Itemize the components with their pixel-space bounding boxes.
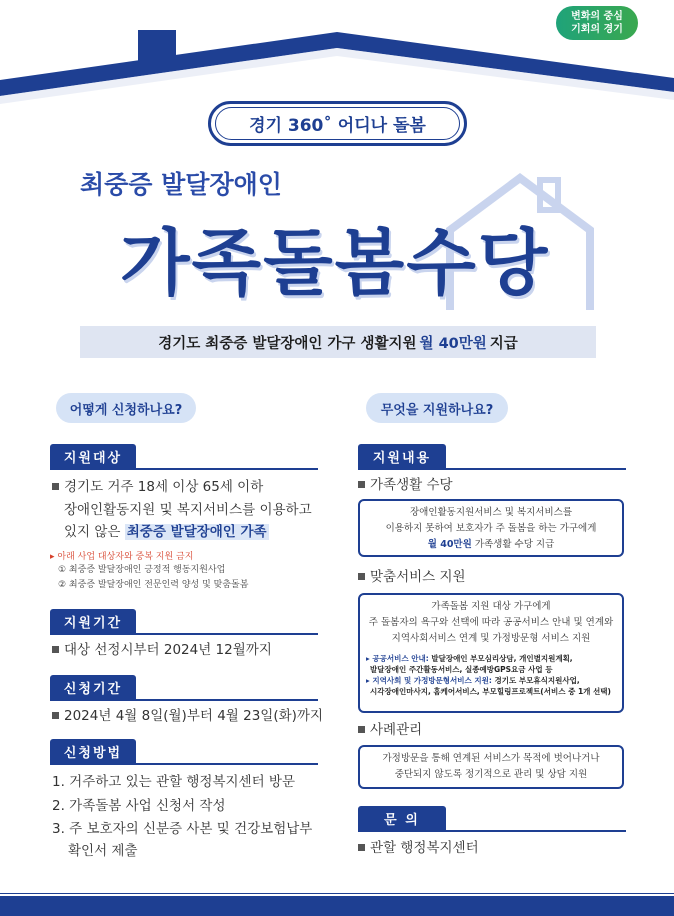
target-line2: 장애인활동지원 및 복지서비스를 이용하고 bbox=[64, 502, 312, 518]
target-line1: 경기도 거주 18세 이상 65세 이하 bbox=[52, 476, 263, 499]
program-pill-label: 경기 360˚ 어디나 돌봄 bbox=[215, 107, 460, 140]
family-title: 가족생활 수당 bbox=[358, 474, 453, 497]
band-text: 경기도 최중증 발달장애인 가구 생활지원 bbox=[158, 335, 417, 352]
bullet-square bbox=[358, 726, 365, 733]
bullet-square bbox=[358, 844, 365, 851]
subtitle: 최중증 발달장애인 bbox=[80, 170, 282, 199]
bullet-square bbox=[52, 712, 59, 719]
family-line1: 장애인활동지원서비스 및 복지서비스를 bbox=[409, 507, 573, 518]
custom-detail-2: ▸ 지역사회 및 가정방문형서비스 지원: 경기도 부모휴식지원사업, bbox=[366, 676, 580, 685]
case-management-box bbox=[358, 745, 624, 789]
method-item: 2. 가족돌봄 사업 신청서 작성 bbox=[52, 798, 226, 814]
section-tag-target: 지원대상 bbox=[50, 444, 136, 468]
method-item: 확인서 제출 bbox=[68, 843, 138, 859]
footer-line bbox=[0, 893, 674, 894]
bullet-square bbox=[358, 573, 365, 580]
period-text: 대상 선정시부터 2024년 12월까지 bbox=[52, 639, 272, 662]
case-line1: 가정방문을 통해 연계된 서비스가 목적에 벗어나거나 bbox=[382, 753, 600, 764]
case-line2: 중단되지 않도록 정기적으로 관리 및 상담 지원 bbox=[394, 769, 588, 780]
target-line3: 있지 않은 최중증 발달장애인 가족 bbox=[64, 524, 267, 540]
custom-detail-1b: 발달장애인 주간활동서비스, 실종예방GPS요금 사업 등 bbox=[370, 665, 553, 674]
how-to-apply-pill: 어떻게 신청하나요? bbox=[56, 393, 196, 423]
band-suffix: 지급 bbox=[489, 335, 518, 352]
section-line bbox=[50, 633, 318, 635]
section-tag-apply-period: 신청기간 bbox=[50, 675, 136, 699]
summary-band bbox=[80, 326, 596, 358]
what-support-pill: 무엇을 지원하나요? bbox=[366, 393, 508, 423]
section-tag-period: 지원기간 bbox=[50, 609, 136, 633]
method-item: 3. 주 보호자의 신분증 사본 및 건강보험납부 bbox=[52, 821, 313, 837]
logo-line1: 변화의 중심 bbox=[571, 11, 623, 22]
section-line bbox=[358, 468, 626, 470]
section-line bbox=[50, 699, 318, 701]
custom-line3: 지역사회서비스 연계 및 가정방문형 서비스 지원 bbox=[391, 633, 591, 644]
method-item: 1. 거주하고 있는 관할 행정복지센터 방문 bbox=[52, 774, 295, 790]
section-line bbox=[50, 468, 318, 470]
family-allowance-box bbox=[358, 499, 624, 557]
footer-bar bbox=[0, 896, 674, 916]
contact-text: 관할 행정복지센터 bbox=[358, 837, 479, 860]
target-highlight: 최중증 발달장애인 가족 bbox=[126, 524, 267, 540]
duplicate-item2: ② 최중증 발달장애인 전문인력 양성 및 맞춤돌봄 bbox=[58, 580, 249, 590]
section-tag-content: 지원내용 bbox=[358, 444, 446, 468]
duplicate-item1: ① 최중증 발달장애인 긍정적 행동지원사업 bbox=[58, 565, 226, 575]
section-tag-contact: 문 의 bbox=[358, 806, 446, 830]
section-line bbox=[358, 830, 626, 832]
apply-period-text: 2024년 4월 8일(월)부터 4월 23일(화)까지 bbox=[52, 705, 323, 728]
custom-line1: 가족돌봄 지원 대상 가구에게 bbox=[431, 601, 551, 612]
duplicate-note: ▸ 아래 사업 대상자와 중복 지원 금지 bbox=[50, 552, 194, 562]
family-line2: 이용하지 못하여 보호자가 주 돌봄을 하는 가구에게 bbox=[385, 523, 597, 534]
section-line bbox=[50, 763, 318, 765]
custom-service-box bbox=[358, 593, 624, 713]
program-pill bbox=[208, 101, 467, 146]
logo-line2: 기회의 경기 bbox=[571, 24, 623, 35]
custom-detail-2b: 시각장애인마사지, 홈케어서비스, 부모힐링프로젝트(서비스 중 1개 선택) bbox=[370, 687, 611, 696]
main-title: 가족돌봄수당 bbox=[120, 221, 550, 305]
bullet-square bbox=[358, 481, 365, 488]
custom-line2: 주 돌봄자의 욕구와 선택에 따라 공공서비스 안내 및 연계와 bbox=[368, 617, 614, 628]
family-line3: 월 40만원 가족생활 수당 지급 bbox=[427, 539, 555, 550]
custom-title: 맞춤서비스 지원 bbox=[358, 566, 466, 589]
custom-detail-list bbox=[360, 647, 622, 697]
band-highlight: 월 40만원 bbox=[419, 335, 487, 352]
case-title: 사례관리 bbox=[358, 719, 422, 742]
custom-detail-1: ▸ 공공서비스 안내: 발달장애인 부모심리상담, 개인별지원계획, bbox=[366, 654, 573, 663]
bullet-square bbox=[52, 646, 59, 653]
bullet-square bbox=[52, 483, 59, 490]
section-tag-method: 신청방법 bbox=[50, 739, 136, 763]
gyeonggi-logo bbox=[556, 6, 638, 40]
